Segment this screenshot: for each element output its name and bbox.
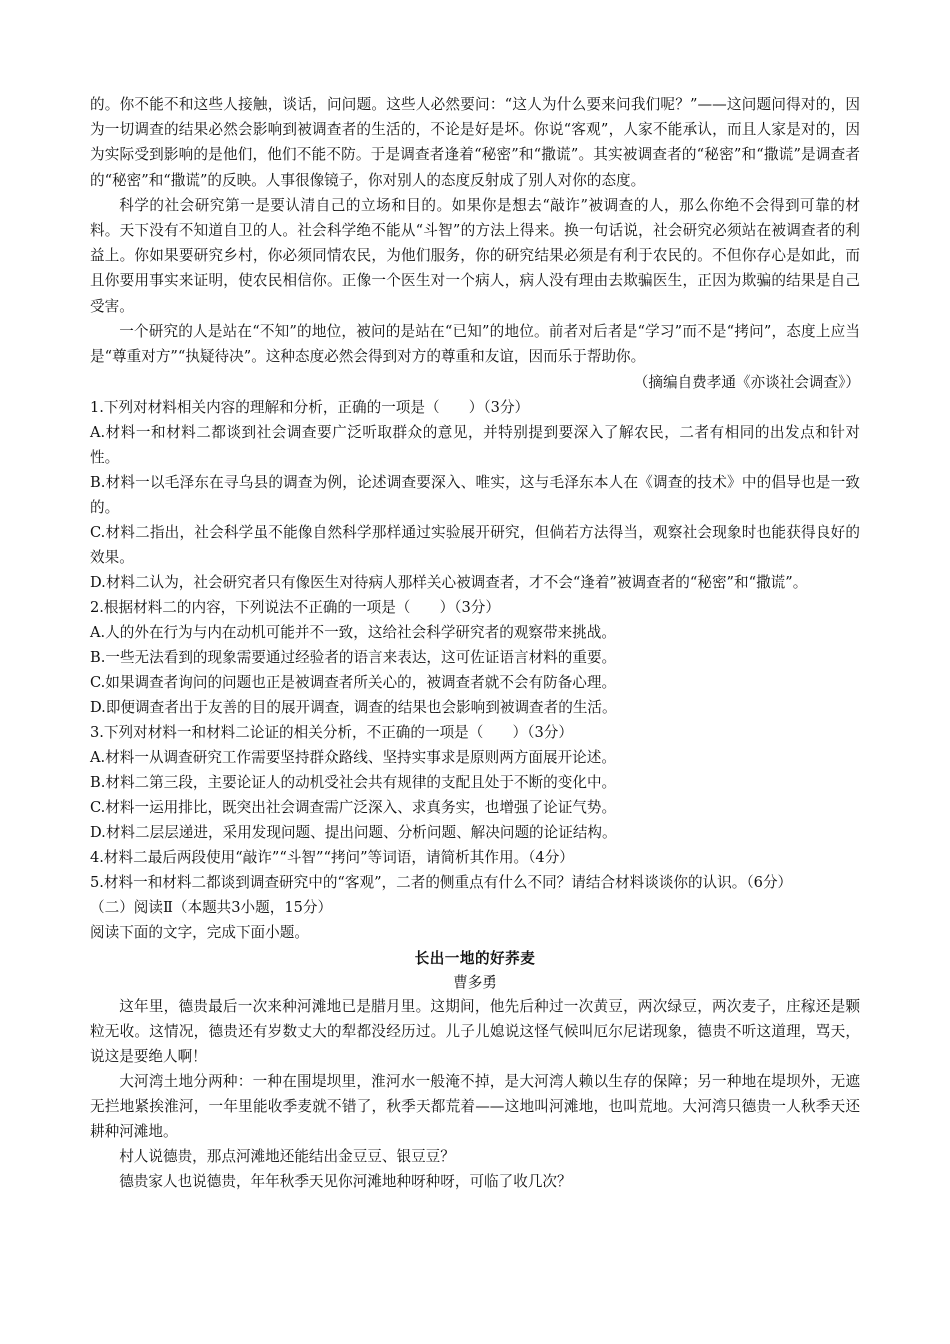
- option-1c: C.材料二指出，社会科学虽不能像自然科学那样通过实验展开研究，但倘若方法得当，观察社会现象时也能获得良好的效果。: [90, 524, 860, 567]
- option-2b: B.一些无法看到的现象需要通过经验者的语言来表达，这可佐证语言材料的重要。: [90, 649, 617, 667]
- story-title: 长出一地的好荞麦: [414, 950, 536, 968]
- section-heading: （二）阅读Ⅱ（本题共3小题，15分）: [90, 899, 333, 917]
- source-citation: （摘编自费孝通《亦谈社会调查》）: [633, 374, 860, 392]
- option-1a: A.材料一和材料二都谈到社会调查要广泛听取群众的意见，并特别提到要深入了解农民，二者有相同的出发点和针对性。: [90, 424, 860, 467]
- question-4: 4.材料二最后两段使用“敲诈”“斗智”“拷问”等词语，请简析其作用。（4分）: [90, 849, 574, 867]
- story-body: [90, 994, 860, 1194]
- option-3d: D.材料二层层递进，采用发现问题、提出问题、分析问题、解决问题的论证结构。: [90, 824, 617, 842]
- story-author: 曹多勇: [453, 974, 497, 992]
- option-2d: D.即便调查者出于友善的目的展开调查，调查的结果也会影响到被调查者的生活。: [90, 699, 617, 717]
- story-paragraph: 村人说德贵，那点河滩地还能结出金豆豆、银豆豆？: [119, 1148, 455, 1166]
- option-1d: D.材料二认为，社会研究者只有像医生对待病人那样关心被调查者，才不会“逢着”被调查者的“秘密”和“撒谎”。: [90, 574, 808, 592]
- body-paragraph: 科学的社会研究第一是要认清自己的立场和目的。如果你是想去“敲诈”被调查的人，那么你绝不会得到可靠的材料。天下没有不知道自卫的人。社会科学绝不能从“斗智”的方法上得来。换一句话说，社会研究必须站在被调查者的利益上。你如果要研究乡村，你必须同情农民，为他们服务，你的研究结果必须是有利于农民的。不但你存心是如此，而且你要用事实来证明，使农民相信你。正像一个医生对一个病人，病人没有理由去欺骗医生，正因为欺骗的结果是自己受害。: [90, 196, 860, 315]
- question-5: 5.材料一和材料二都谈到调查研究中的“客观”，二者的侧重点有什么不同？请结合材料谈谈你的认识。（6分）: [90, 874, 793, 892]
- question-2: 2.根据材料二的内容，下列说法不正确的一项是（ ）（3分）: [90, 599, 500, 617]
- option-3c: C.材料一运用排比，既突出社会调查需广泛深入、求真务实，也增强了论证气势。: [90, 799, 617, 817]
- document-page: [90, 92, 860, 1194]
- question-3: 3.下列对材料一和材料二论证的相关分析，不正确的一项是（ ）（3分）: [90, 724, 573, 742]
- story-paragraph: 大河湾土地分两种：一种在围堤坝里，淮河水一般淹不掉，是大河湾人赖以生存的保障；另一种地在堤坝外，无遮无拦地紧挨淮河，一年里能收季麦就不错了，秋季天都荒着——这地叫河滩地，也叫荒地。大河湾只德贵一人秋季天还耕种河滩地。: [90, 1073, 860, 1141]
- question-list: [90, 395, 860, 895]
- option-2a: A.人的外在行为与内在动机可能并不一致，这给社会科学研究者的观察带来挑战。: [90, 624, 616, 642]
- option-3b: B.材料二第三段，主要论证人的动机受社会共有规律的支配且处于不断的变化中。: [90, 774, 617, 792]
- section-instruction: 阅读下面的文字，完成下面小题。: [90, 924, 309, 942]
- option-2c: C.如果调查者询问的问题也正是被调查者所关心的，被调查者就不会有防备心理。: [90, 674, 617, 692]
- story-header: [90, 947, 860, 994]
- question-1: 1.下列对材料相关内容的理解和分析，正确的一项是（ ）（3分）: [90, 399, 530, 417]
- option-3a: A.材料一从调查研究工作需要坚持群众路线、坚持实事求是原则两方面展开论述。: [90, 749, 616, 767]
- body-paragraph: 一个研究的人是站在“不知”的地位，被问的是站在“已知”的地位。前者对后者是“学习”而不是“拷问”，态度上应当是“尊重对方”“执疑待决”。这种态度必然会得到对方的尊重和友谊，因而乐于帮助你。: [90, 322, 860, 366]
- option-1b: B.材料一以毛泽东在寻乌县的调查为例，论述调查要深入、唯实，这与毛泽东本人在《调查的技术》中的倡导也是一致的。: [90, 474, 860, 517]
- material-2-continuation: [90, 92, 860, 395]
- story-paragraph: 这年里，德贵最后一次来种河滩地已是腊月里。这期间，他先后种过一次黄豆，两次绿豆，两次麦子，庄稼还是颗粒无收。这情况，德贵还有岁数丈大的犁都没经历过。儿子儿媳说这怪气候叫厄尔尼诺现象，德贵不听这道理，骂天，说这是要绝人啊！: [90, 998, 860, 1066]
- story-paragraph: 德贵家人也说德贵，年年秋季天见你河滩地种呀种呀，可临了收几次？: [119, 1173, 572, 1191]
- body-paragraph: 的。你不能不和这些人接触，谈话，问问题。这些人必然要问：“这人为什么要来问我们呢？”——这问题问得对的，因为一切调查的结果必然会影响到被调查者的生活的，不论是好是坏。你说“客观”，人家不能承认，而且人家是对的，因为实际受到影响的是他们，他们不能不防。于是调查者逢着“秘密”和“撒谎”。其实被调查者的“秘密”和“撒谎”是调查者的“秘密”和“撒谎”的反映。人事很像镜子，你对别人的态度反射成了别人对你的态度。: [90, 96, 860, 189]
